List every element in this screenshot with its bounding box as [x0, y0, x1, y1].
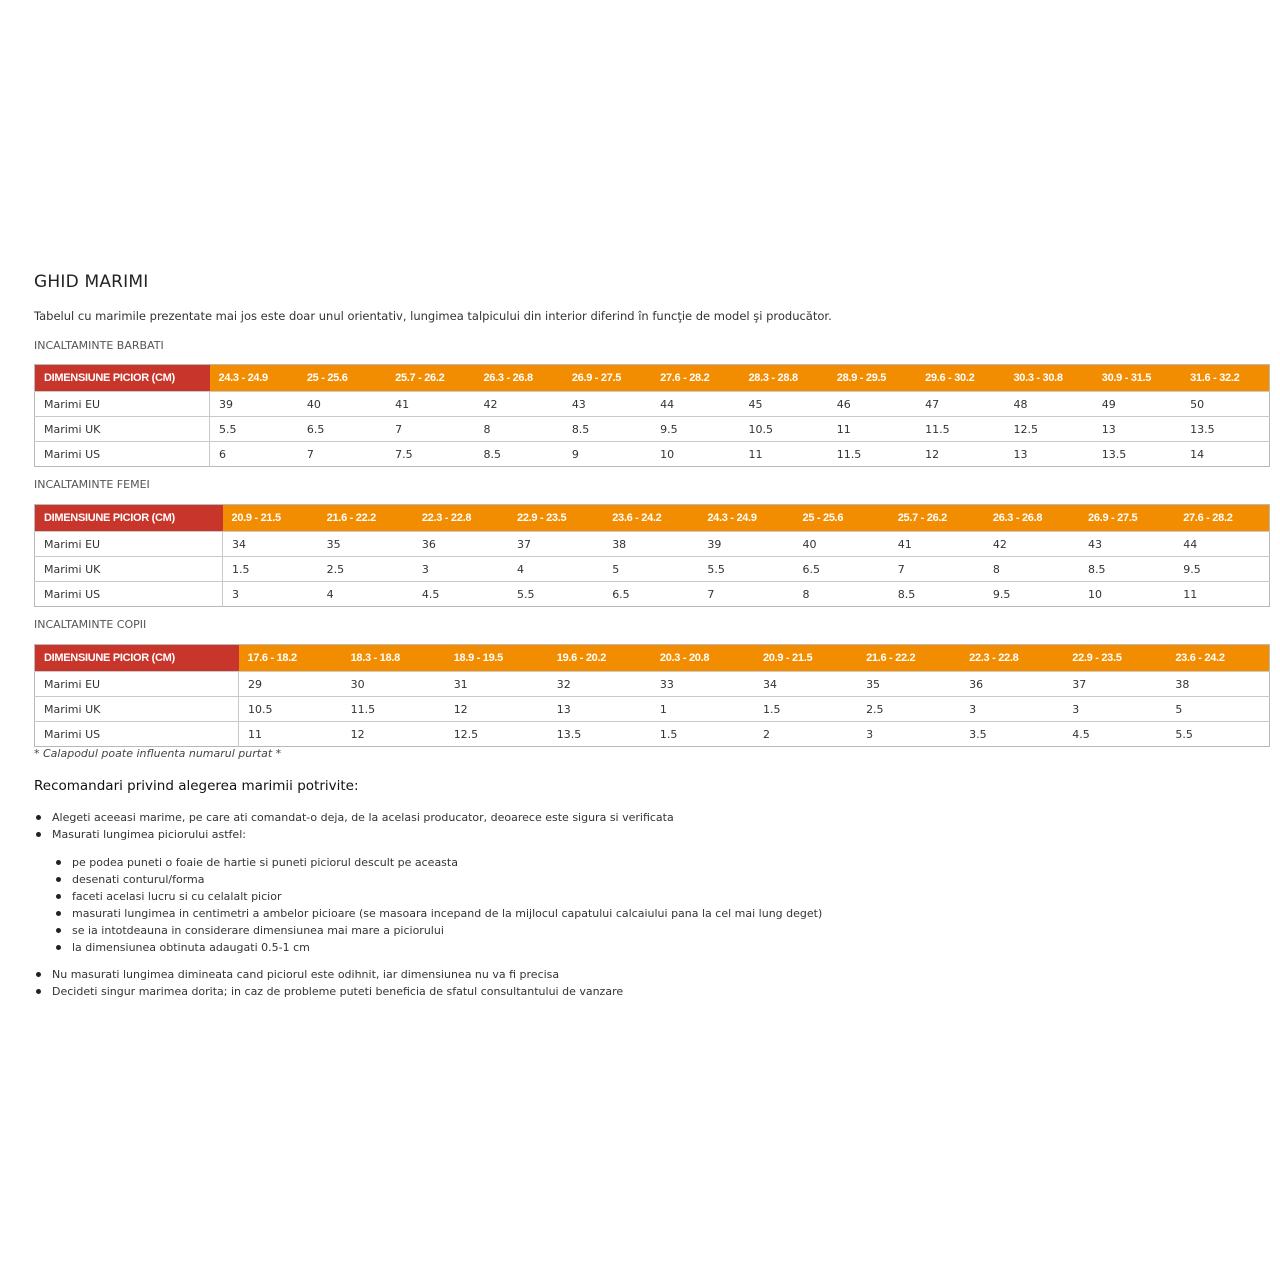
table-cell: 5: [1166, 697, 1269, 722]
column-header-range: 24.3 - 24.9: [210, 365, 298, 392]
table-header-row: [35, 645, 1270, 672]
table-cell: 3: [960, 697, 1063, 722]
table-cell: 10: [651, 442, 739, 467]
row-label: Marimi UK: [35, 557, 223, 582]
table-row: [35, 672, 1270, 697]
measuring-steps-list: [54, 854, 822, 956]
table-row: [35, 557, 1270, 582]
row-label: Marimi EU: [35, 532, 223, 557]
table-cell: 11.5: [916, 417, 1004, 442]
table-cell: 40: [794, 532, 889, 557]
table-cell: 10.5: [239, 697, 342, 722]
table-cell: 31: [445, 672, 548, 697]
table-cell: 1.5: [754, 697, 857, 722]
table-cell: 34: [754, 672, 857, 697]
table-cell: 3: [1063, 697, 1166, 722]
column-header-range: 22.9 - 23.5: [508, 505, 603, 532]
table-cell: 5.5: [210, 417, 298, 442]
table-cell: 38: [603, 532, 698, 557]
row-label: Marimi UK: [35, 417, 210, 442]
table-cell: 30: [342, 672, 445, 697]
column-header-range: 31.6 - 32.2: [1181, 365, 1269, 392]
fit-note: * Calapodul poate influenta numarul purtat *: [34, 747, 282, 760]
table-cell: 1.5: [651, 722, 754, 747]
table-cell: 3: [857, 722, 960, 747]
table-cell: 49: [1093, 392, 1181, 417]
list-item: masurati lungimea in centimetri a ambelor picioare (se masoara incepand de la mijlocul capatului calcaiului pana la cel mai lung deget): [54, 905, 822, 922]
table-cell: 7: [386, 417, 474, 442]
table-cell: 9: [563, 442, 651, 467]
table-cell: 38: [1166, 672, 1269, 697]
table-cell: 8: [794, 582, 889, 607]
table-row: [35, 532, 1270, 557]
section-label-kids: INCALTAMINTE COPII: [34, 618, 147, 631]
table-cell: 9.5: [1174, 557, 1269, 582]
column-header-foot-length: DIMENSIUNE PICIOR (CM): [35, 645, 239, 672]
list-item: Alegeti aceeasi marime, pe care ati comandat-o deja, de la acelasi producator, deoarece este sigura si verificata: [34, 809, 674, 826]
list-item: la dimensiunea obtinuta adaugati 0.5-1 cm: [54, 939, 822, 956]
row-label: Marimi US: [35, 582, 223, 607]
table-cell: 3: [223, 582, 318, 607]
row-label: Marimi EU: [35, 392, 210, 417]
table-cell: 41: [386, 392, 474, 417]
table-cell: 12: [445, 697, 548, 722]
table-cell: 7: [298, 442, 386, 467]
table-cell: 13.5: [1181, 417, 1269, 442]
table-cell: 5: [603, 557, 698, 582]
row-label: Marimi US: [35, 722, 239, 747]
table-cell: 13: [1004, 442, 1092, 467]
column-header-range: 19.6 - 20.2: [548, 645, 651, 672]
table-cell: 14: [1181, 442, 1269, 467]
table-cell: 47: [916, 392, 1004, 417]
table-cell: 36: [413, 532, 508, 557]
column-header-range: 18.9 - 19.5: [445, 645, 548, 672]
table-header-row: [35, 365, 1270, 392]
table-cell: 2: [754, 722, 857, 747]
size-table-kids: [34, 644, 1270, 747]
table-cell: 42: [474, 392, 562, 417]
column-header-range: 28.9 - 29.5: [828, 365, 916, 392]
table-cell: 4: [318, 582, 413, 607]
list-item: desenati conturul/forma: [54, 871, 822, 888]
additional-recommendations-list: [34, 966, 623, 1000]
table-cell: 37: [508, 532, 603, 557]
table-cell: 3.5: [960, 722, 1063, 747]
column-header-range: 23.6 - 24.2: [603, 505, 698, 532]
column-header-range: 21.6 - 22.2: [318, 505, 413, 532]
table-cell: 11: [828, 417, 916, 442]
table-row: [35, 582, 1270, 607]
list-item: Decideti singur marimea dorita; in caz de probleme puteti beneficia de sfatul consultantului de vanzare: [34, 983, 623, 1000]
table-cell: 12: [916, 442, 1004, 467]
table-cell: 32: [548, 672, 651, 697]
table-cell: 8.5: [474, 442, 562, 467]
table-cell: 36: [960, 672, 1063, 697]
table-row: [35, 392, 1270, 417]
column-header-foot-length: DIMENSIUNE PICIOR (CM): [35, 505, 223, 532]
table-cell: 13: [1093, 417, 1181, 442]
column-header-range: 17.6 - 18.2: [239, 645, 342, 672]
table-cell: 37: [1063, 672, 1166, 697]
table-cell: 50: [1181, 392, 1269, 417]
column-header-range: 26.9 - 27.5: [1079, 505, 1174, 532]
table-cell: 44: [651, 392, 739, 417]
table-cell: 45: [739, 392, 827, 417]
table-cell: 11: [1174, 582, 1269, 607]
size-table-men: [34, 364, 1270, 467]
page-title: GHID MARIMI: [34, 272, 149, 292]
table-cell: 10.5: [739, 417, 827, 442]
list-item: faceti acelasi lucru si cu celalalt picior: [54, 888, 822, 905]
column-header-range: 27.6 - 28.2: [651, 365, 739, 392]
table-cell: 5.5: [508, 582, 603, 607]
column-header-range: 25 - 25.6: [298, 365, 386, 392]
table-cell: 7: [698, 582, 793, 607]
table-cell: 42: [984, 532, 1079, 557]
column-header-range: 26.3 - 26.8: [984, 505, 1079, 532]
row-label: Marimi EU: [35, 672, 239, 697]
table-cell: 12.5: [445, 722, 548, 747]
column-header-range: 26.3 - 26.8: [474, 365, 562, 392]
table-cell: 12: [342, 722, 445, 747]
table-cell: 6.5: [298, 417, 386, 442]
table-row: [35, 722, 1270, 747]
column-header-range: 22.9 - 23.5: [1063, 645, 1166, 672]
table-cell: 1: [651, 697, 754, 722]
list-item: se ia intotdeauna in considerare dimensiunea mai mare a piciorului: [54, 922, 822, 939]
table-cell: 13: [548, 697, 651, 722]
column-header-range: 25.7 - 26.2: [889, 505, 984, 532]
column-header-range: 20.9 - 21.5: [223, 505, 318, 532]
table-cell: 39: [210, 392, 298, 417]
table-cell: 6.5: [603, 582, 698, 607]
column-header-range: 18.3 - 18.8: [342, 645, 445, 672]
column-header-range: 27.6 - 28.2: [1174, 505, 1269, 532]
table-header-row: [35, 505, 1270, 532]
row-label: Marimi UK: [35, 697, 239, 722]
table-cell: 4.5: [1063, 722, 1166, 747]
recommendations-title: Recomandari privind alegerea marimii potrivite:: [34, 778, 359, 794]
column-header-range: 26.9 - 27.5: [563, 365, 651, 392]
table-cell: 43: [1079, 532, 1174, 557]
table-cell: 40: [298, 392, 386, 417]
table-cell: 7.5: [386, 442, 474, 467]
table-cell: 33: [651, 672, 754, 697]
column-header-range: 25 - 25.6: [794, 505, 889, 532]
table-cell: 11: [239, 722, 342, 747]
table-cell: 8: [474, 417, 562, 442]
table-cell: 6: [210, 442, 298, 467]
table-cell: 7: [889, 557, 984, 582]
table-cell: 2.5: [318, 557, 413, 582]
table-cell: 10: [1079, 582, 1174, 607]
column-header-range: 22.3 - 22.8: [413, 505, 508, 532]
table-cell: 11: [739, 442, 827, 467]
column-header-range: 20.9 - 21.5: [754, 645, 857, 672]
table-cell: 12.5: [1004, 417, 1092, 442]
table-cell: 8.5: [889, 582, 984, 607]
recommendations-list: [34, 809, 674, 843]
size-table-women: [34, 504, 1270, 607]
table-cell: 48: [1004, 392, 1092, 417]
table-cell: 35: [318, 532, 413, 557]
column-header-range: 30.9 - 31.5: [1093, 365, 1181, 392]
table-cell: 44: [1174, 532, 1269, 557]
column-header-range: 24.3 - 24.9: [698, 505, 793, 532]
table-cell: 9.5: [984, 582, 1079, 607]
table-cell: 34: [223, 532, 318, 557]
table-cell: 6.5: [794, 557, 889, 582]
column-header-range: 30.3 - 30.8: [1004, 365, 1092, 392]
table-row: [35, 417, 1270, 442]
list-item: pe podea puneti o foaie de hartie si puneti piciorul descult pe aceasta: [54, 854, 822, 871]
column-header-range: 28.3 - 28.8: [739, 365, 827, 392]
section-label-women: INCALTAMINTE FEMEI: [34, 478, 150, 491]
table-cell: 11.5: [828, 442, 916, 467]
section-label-men: INCALTAMINTE BARBATI: [34, 339, 164, 352]
table-cell: 4.5: [413, 582, 508, 607]
row-label: Marimi US: [35, 442, 210, 467]
intro-text: Tabelul cu marimile prezentate mai jos este doar unul orientativ, lungimea talpicului din interior diferind în funcţie de model şi producător.: [34, 309, 832, 323]
column-header-range: 21.6 - 22.2: [857, 645, 960, 672]
table-cell: 11.5: [342, 697, 445, 722]
table-cell: 2.5: [857, 697, 960, 722]
table-cell: 39: [698, 532, 793, 557]
table-cell: 43: [563, 392, 651, 417]
table-row: [35, 697, 1270, 722]
column-header-range: 23.6 - 24.2: [1166, 645, 1269, 672]
column-header-foot-length: DIMENSIUNE PICIOR (CM): [35, 365, 210, 392]
list-item: Masurati lungimea piciorului astfel:: [34, 826, 674, 843]
table-cell: 29: [239, 672, 342, 697]
table-cell: 4: [508, 557, 603, 582]
table-cell: 41: [889, 532, 984, 557]
table-cell: 1.5: [223, 557, 318, 582]
column-header-range: 29.6 - 30.2: [916, 365, 1004, 392]
column-header-range: 25.7 - 26.2: [386, 365, 474, 392]
table-cell: 13.5: [548, 722, 651, 747]
table-cell: 35: [857, 672, 960, 697]
column-header-range: 22.3 - 22.8: [960, 645, 1063, 672]
table-cell: 46: [828, 392, 916, 417]
table-cell: 13.5: [1093, 442, 1181, 467]
table-cell: 5.5: [1166, 722, 1269, 747]
table-cell: 8: [984, 557, 1079, 582]
table-row: [35, 442, 1270, 467]
column-header-range: 20.3 - 20.8: [651, 645, 754, 672]
table-cell: 5.5: [698, 557, 793, 582]
table-cell: 8.5: [563, 417, 651, 442]
table-cell: 8.5: [1079, 557, 1174, 582]
table-cell: 9.5: [651, 417, 739, 442]
list-item: Nu masurati lungimea dimineata cand piciorul este odihnit, iar dimensiunea nu va fi precisa: [34, 966, 623, 983]
table-cell: 3: [413, 557, 508, 582]
